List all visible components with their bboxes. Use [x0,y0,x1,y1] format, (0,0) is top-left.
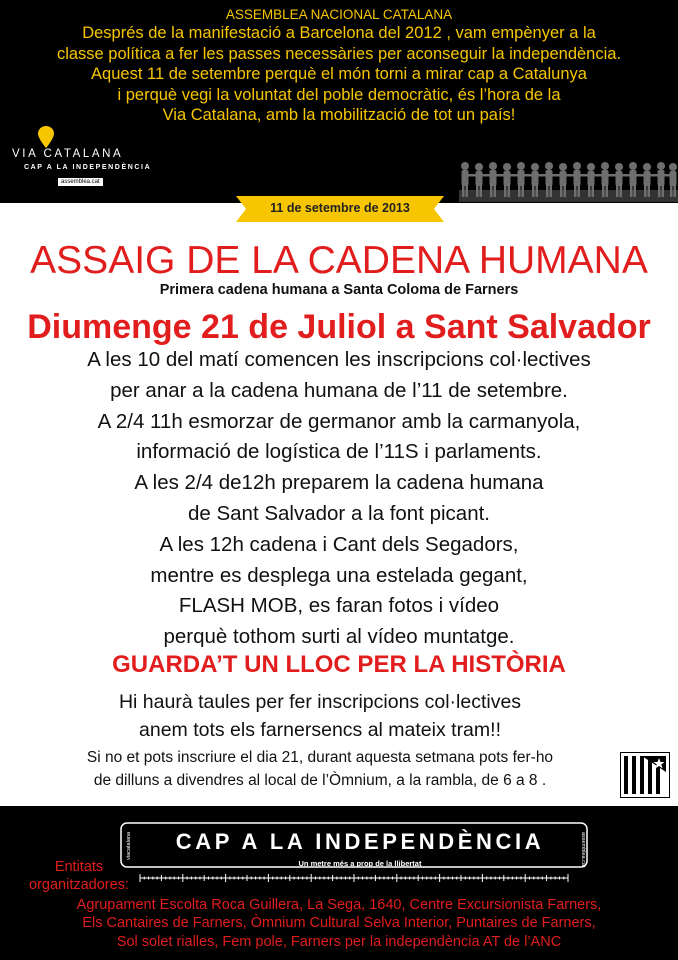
ruler-side-right: assemblea.cat [580,832,586,868]
estelada-flag-icon [620,752,670,798]
ruler-side-left: viacatalana [126,832,132,860]
schedule-line: A 2/4 11h esmorzar de germanor amb la carmanyola, [97,409,581,433]
schedule-line: informació de logística de l’11S i parlaments. [136,440,542,464]
event-date: Diumenge 21 de Juliol a Sant Salvador [27,308,651,346]
header-text [0,6,678,126]
note-line: Si no et pots inscriure el dia 21, durant aquesta setmana pots fer-ho [86,749,554,766]
header-line: Via Catalana, amb la mobilització de tot un país! [162,106,516,124]
entitats-label-line: organitzadores: [29,877,129,893]
guard-title: GUARDA’T UN LLOC PER LA HISTÒRIA [112,651,566,678]
human-chain-silhouette [459,160,678,202]
schedule-line: A les 10 del matí comencen les inscripcions col·lectives [87,348,591,371]
schedule-line: A les 12h cadena i Cant dels Segadors, [159,532,519,556]
schedule-line: A les 2/4 de12h preparem la cadena humana [134,471,544,495]
organizers-list [0,896,678,951]
logo-url: assemblea.cat [58,178,103,186]
ruler-title: CAP A LA INDEPENDÈNCIA [175,829,545,854]
schedule-line: per anar a la cadena humana de l’11 de setembre. [110,378,568,402]
header-line: classe política a fer les passes necessàries per aconseguir la independència. [56,44,622,63]
entitats-label-line: Entitats [54,859,104,875]
schedule-line: FLASH MOB, es faran fotos i vídeo [178,594,500,618]
ruler-subtitle: Un metre més a prop de la llibertat [298,859,422,868]
organizers-line: Els Cantaires de Farners, Òmnium Cultural Selva Interior, Puntaires de Farners, [82,915,596,932]
header-line: Aquest 11 de setembre perquè el món torni a mirar cap a Catalunya [91,65,587,83]
header-line: i perquè vegi la voluntat del poble democràtic, és l’hora de la [117,85,561,104]
guard-line: anem tots els farnersencs al mateix tram!! [139,719,501,741]
organizers-line: Agrupament Escolta Roca Guillera, La Sega, 1640, Centre Excursionista Farners, [76,897,602,913]
schedule-text [0,345,678,653]
header-org: ASSEMBLEA NACIONAL CATALANA [225,7,453,22]
date-banner-text: 11 de setembre de 2013 [270,201,410,215]
main-title: ASSAIG DE LA CADENA HUMANA [30,239,648,282]
organizers-line: Sol solet rialles, Fem pole, Farners per la independència AT de l’ANC [116,933,562,950]
header-line: Després de la manifestació a Barcelona del 2012 , vam empènyer a la [82,24,596,42]
entitats-label [24,858,134,894]
guard-line: Hi haurà taules per fer inscripcions col·lectives [118,691,522,713]
location-pin-icon [38,126,54,148]
schedule-line: de Sant Salvador a la font picant. [187,501,490,525]
via-catalana-logo [12,126,152,192]
note-line: de dilluns a divendres al local de l’Òmnium, a la rambla, de 6 a 8 . [93,772,547,789]
schedule-line: perquè tothom surti al vídeo muntatge. [163,625,515,649]
registration-note [0,746,640,792]
header-band [0,0,678,203]
date-banner [236,196,444,222]
schedule-line: mentre es desplega una estelada gegant, [150,563,528,587]
guard-text [0,688,640,744]
logo-subtitle: CAP A LA INDEPENDÈNCIA [24,164,152,171]
subtitle: Primera cadena humana a Santa Coloma de Farners [159,282,519,298]
logo-name: VIA CATALANA [12,148,124,160]
